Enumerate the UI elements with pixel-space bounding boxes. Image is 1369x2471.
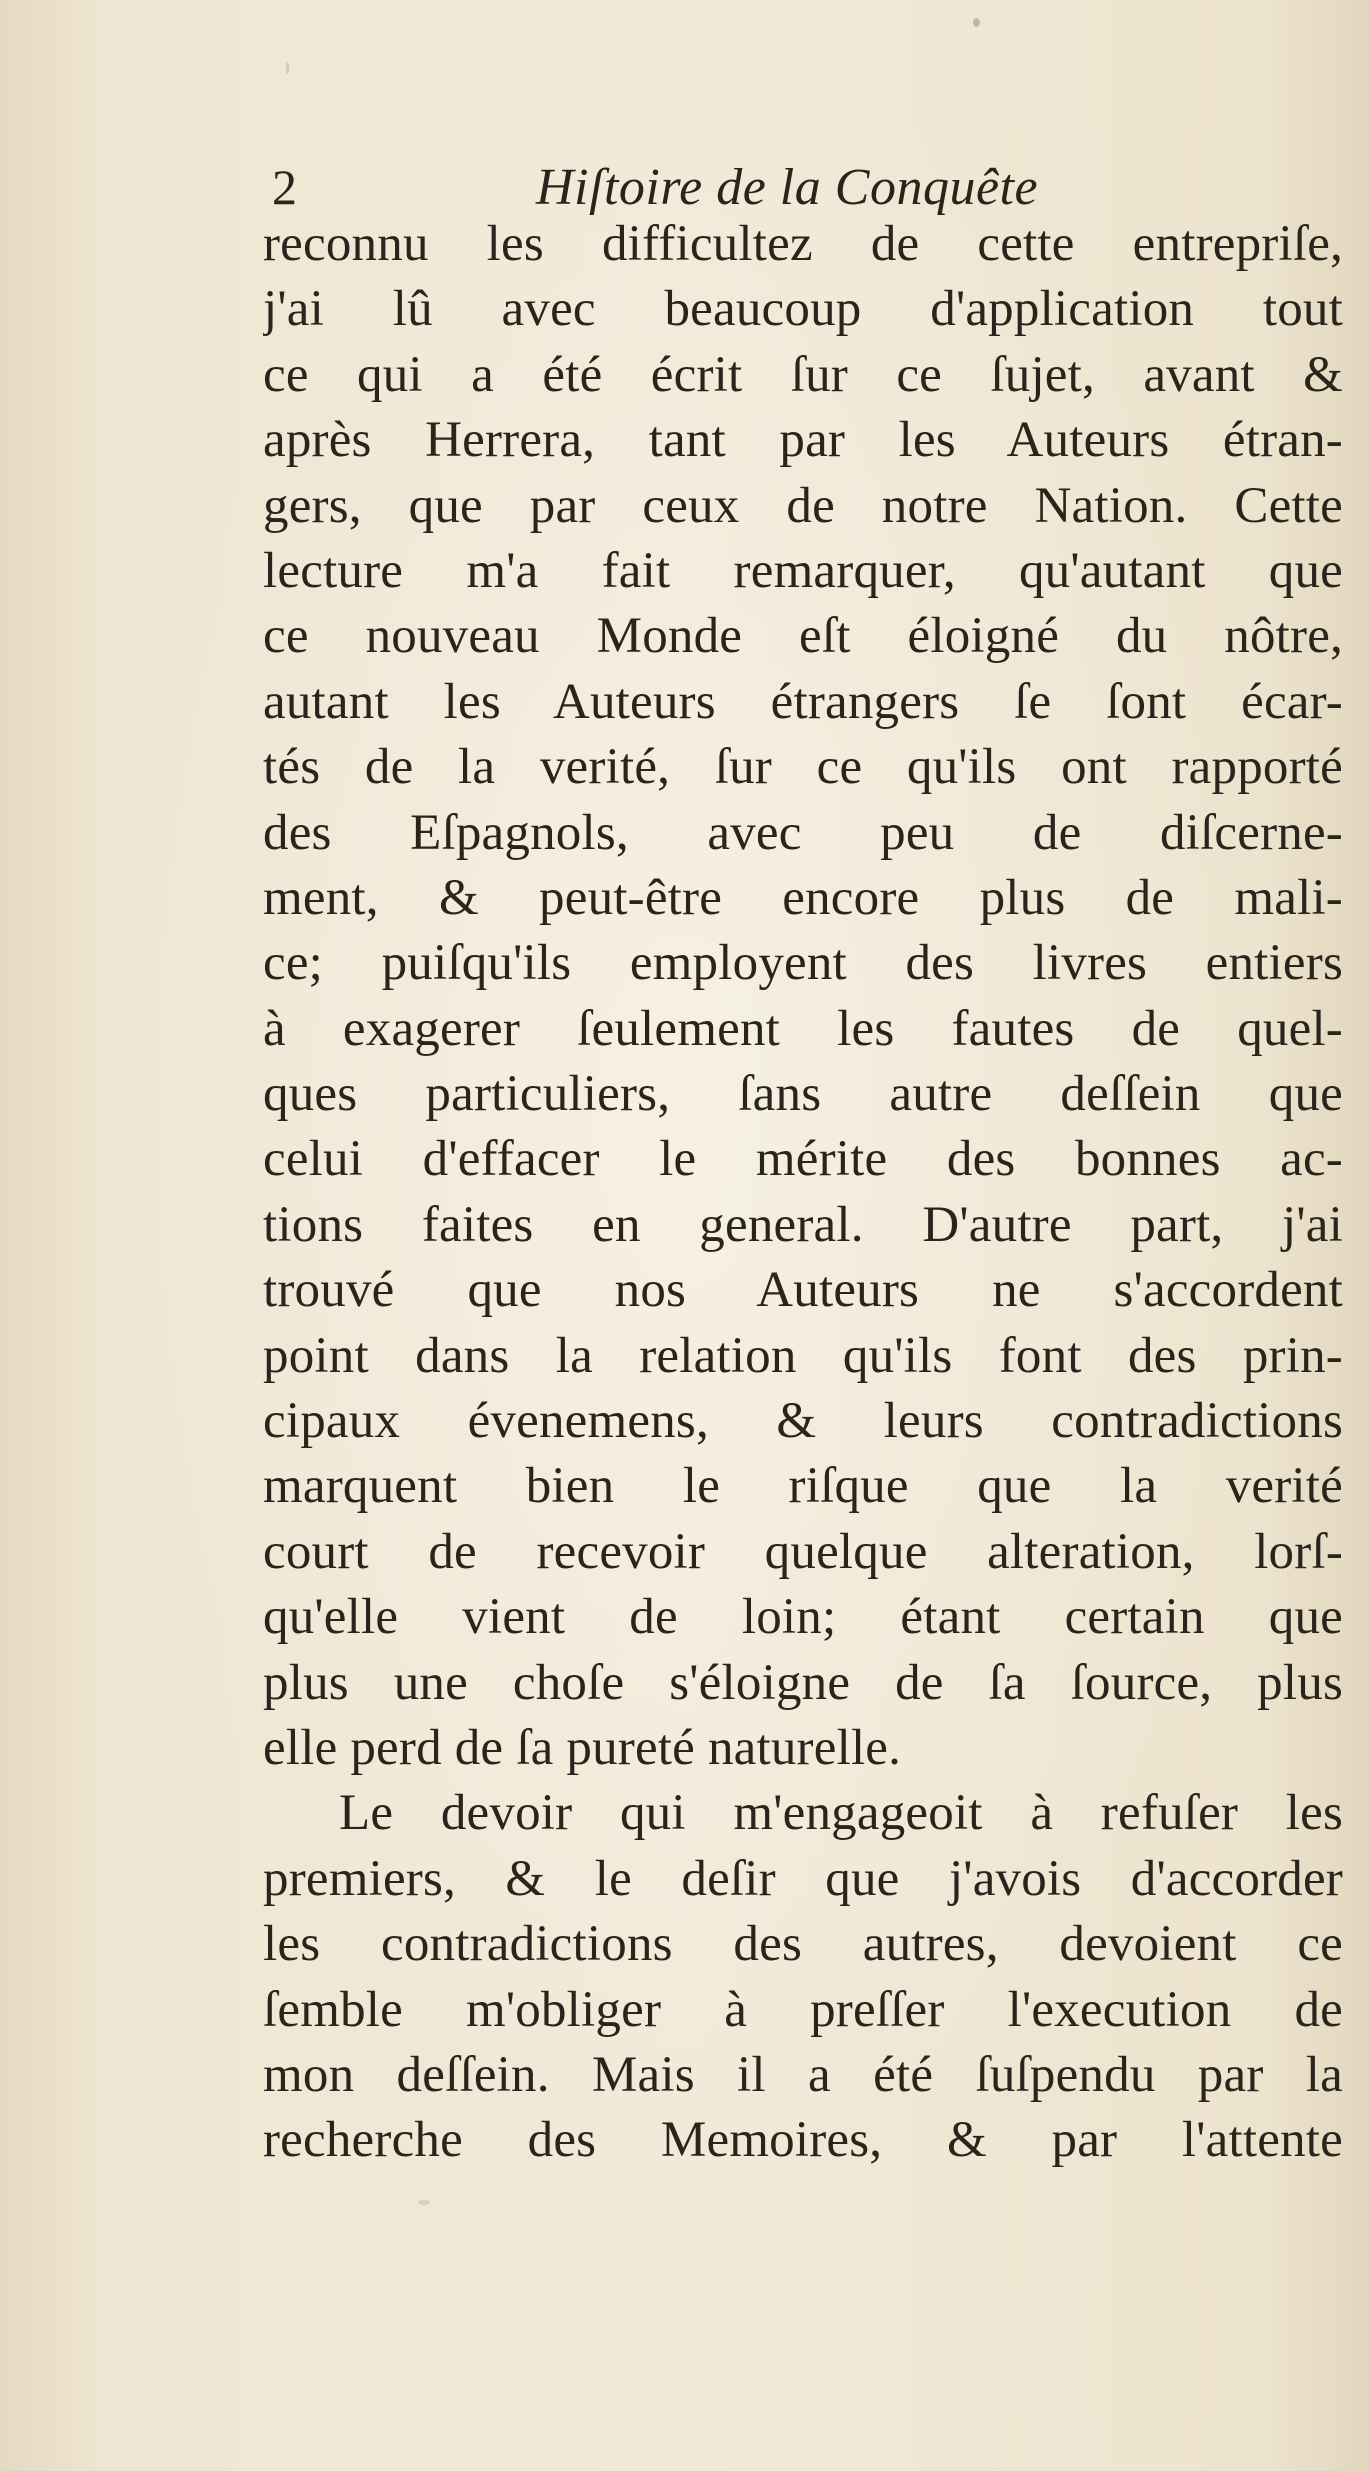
text-line: tions faites en general. D'autre part, j'ai <box>263 1196 1343 1253</box>
text-line: ment, & peut-être encore plus de mali- <box>263 869 1343 926</box>
text-line: court de recevoir quelque alteration, lorſ- <box>263 1523 1343 1580</box>
text-line: mon deſſein. Mais il a été ſuſpendu par la <box>263 2046 1343 2103</box>
text-line: ce; puiſqu'ils employent des livres entiers <box>263 935 1343 992</box>
text-line: qu'elle vient de loin; étant certain que <box>263 1589 1343 1646</box>
text-line: à exagerer ſeulement les fautes de quel- <box>263 1000 1343 1057</box>
body-text <box>263 212 1343 2174</box>
ink-speck <box>418 2200 430 2205</box>
text-line: ce qui a été écrit ſur ce ſujet, avant & <box>263 346 1343 403</box>
text-line: plus une choſe s'éloigne de ſa ſource, plus <box>263 1654 1343 1711</box>
ink-speck <box>286 62 289 74</box>
text-line: trouvé que nos Auteurs ne s'accordent <box>263 1262 1343 1319</box>
paragraph-start-line: Le devoir qui m'engageoit à refuſer les <box>339 1785 1343 1842</box>
text-line: celui d'effacer le mérite des bonnes ac- <box>263 1131 1343 1188</box>
text-line: gers, que par ceux de notre Nation. Cette <box>263 477 1343 534</box>
text-line: après Herrera, tant par les Auteurs étran- <box>263 412 1343 469</box>
text-line: ſemble m'obliger à preſſer l'execution de <box>263 1981 1343 2038</box>
text-line: lecture m'a fait remarquer, qu'autant que <box>263 542 1343 599</box>
text-line: j'ai lû avec beaucoup d'application tout <box>263 281 1343 338</box>
text-line: tés de la verité, ſur ce qu'ils ont rapporté <box>263 739 1343 796</box>
text-line: point dans la relation qu'ils font des prin- <box>263 1327 1343 1384</box>
text-line: marquent bien le riſque que la verité <box>263 1458 1343 1515</box>
text-line: des Eſpagnols, avec peu de diſcerne- <box>263 804 1343 861</box>
page-number: 2 <box>272 159 297 215</box>
running-head: Hiſtoire de la Conquête <box>536 159 1039 216</box>
text-line: ce nouveau Monde eſt éloigné du nôtre, <box>263 608 1343 665</box>
ink-speck <box>973 18 980 27</box>
text-line: ques particuliers, ſans autre deſſein que <box>263 1066 1343 1123</box>
text-line: les contradictions des autres, devoient ce <box>263 1916 1343 1973</box>
text-line: reconnu les difficultez de cette entrepriſe, <box>263 216 1343 272</box>
text-line: elle perd de ſa pureté naturelle. <box>263 1719 902 1776</box>
text-line: recherche des Memoires, & par l'attente <box>263 2112 1343 2169</box>
text-line: autant les Auteurs étrangers ſe ſont écar- <box>263 673 1343 730</box>
text-line: cipaux évenemens, & leurs contradictions <box>263 1393 1343 1450</box>
text-line: premiers, & le deſir que j'avois d'accorder <box>263 1850 1343 1907</box>
